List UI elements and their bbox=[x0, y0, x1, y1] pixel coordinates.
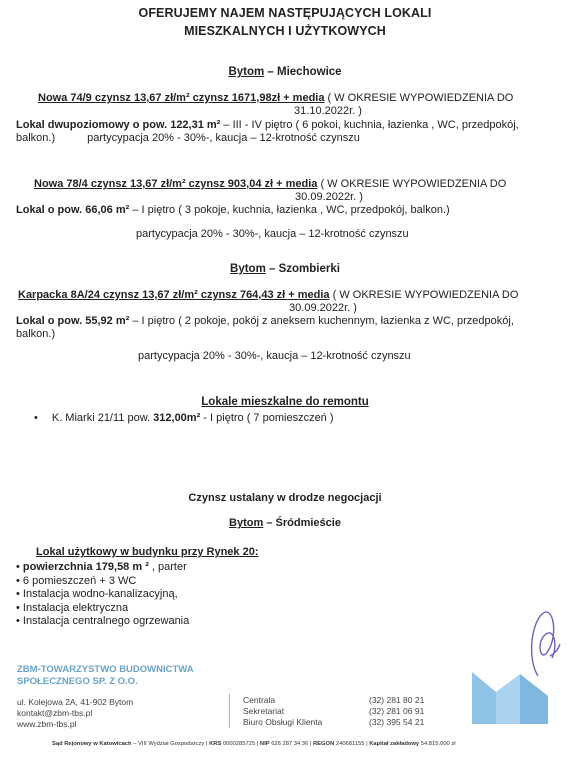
title-line-1: OFERUJEMY NAJEM NASTĘPUJĄCYCH LOKALI bbox=[138, 6, 432, 20]
company-address: ul. Kolejowa 2A, 41-902 Bytom bbox=[17, 697, 134, 707]
list-item-renovation bbox=[34, 412, 334, 425]
contact-phone: (32) 395 54 21 bbox=[369, 717, 425, 727]
footer-divider bbox=[229, 694, 230, 728]
company-address-block bbox=[17, 697, 133, 730]
company-logo-icon bbox=[470, 666, 550, 728]
offer-description bbox=[16, 119, 556, 145]
heading-city: Bytom bbox=[228, 66, 265, 78]
regon-value: 240681155 | bbox=[334, 741, 370, 747]
offer-area: Lokal o pow. 55,92 m² bbox=[16, 315, 130, 327]
nip-value: 626 287 34 36 | bbox=[269, 741, 313, 747]
title-line-2: MIESZKALNYCH I UŻYTKOWYCH bbox=[184, 24, 386, 38]
contact-label: Centrala bbox=[243, 695, 276, 705]
offer-notice: ( W OKRESIE WYPOWIEDZENIA DO bbox=[324, 92, 514, 104]
offer-address: Nowa 78/4 czynsz 13,67 zł/m² czynsz 903,04 zł + media bbox=[34, 178, 318, 190]
offer-details: – I piętro ( 3 pokoje, kuchnia, łazienka , WC, przedpokój, balkon.) bbox=[129, 204, 450, 216]
legal-info bbox=[52, 741, 456, 747]
item-area: 312,00m² bbox=[153, 412, 201, 424]
contact-label: Sekretariat bbox=[243, 706, 285, 716]
item-text: Instalacja centralnego ogrzewania bbox=[22, 615, 190, 627]
offer-details-cont: balkon.) bbox=[16, 132, 56, 144]
list-item: • 6 pomieszczeń + 3 WC bbox=[16, 574, 137, 587]
offer-area: Lokal dwupoziomowy o pow. 122,31 m² bbox=[16, 119, 221, 131]
offer-notice-date: 30.09.2022r. ) bbox=[295, 191, 363, 203]
offer-terms: partycypacja 20% - 30%-, kaucja – 12-krotność czynszu bbox=[87, 132, 360, 144]
capital-label: Kapitał zakładowy bbox=[369, 741, 420, 747]
contact-phones bbox=[369, 695, 424, 728]
offer-address: Nowa 74/9 czynsz 13,67 zł/m² czynsz 1671,98zł + media bbox=[38, 92, 325, 104]
section-heading-srodmiescie bbox=[0, 517, 570, 529]
heading-city: Bytom bbox=[230, 263, 266, 275]
offer-address: Karpacka 8A/24 czynsz 13,67 zł/m² czynsz 764,43 zł + media bbox=[18, 289, 330, 301]
heading-city: Bytom bbox=[229, 517, 264, 529]
item-text: K. Miarki 21/11 pow. bbox=[51, 412, 154, 424]
offer-details: – III - IV piętro ( 6 pokoi, kuchnia, łazienka , WC, przedpokój, bbox=[220, 119, 519, 131]
offer-area: Lokal o pow. 66,06 m² bbox=[16, 204, 130, 216]
company-name-line-1: ZBM-TOWARZYSTWO BUDOWNICTWA bbox=[17, 664, 194, 675]
offer-karpacka-8a-24 bbox=[18, 289, 558, 315]
section-heading-szombierki bbox=[0, 263, 570, 275]
item-details: - I piętro ( 7 pomieszczeń ) bbox=[200, 412, 334, 424]
legal-court: Sąd Rejonowy w Katowicach bbox=[52, 741, 132, 747]
company-email[interactable]: kontakt@zbm-tbs.pl bbox=[17, 708, 93, 718]
list-item: • powierzchnia 179,58 m ² , parter bbox=[16, 561, 187, 573]
offer-terms: partycypacja 20% - 30%-, kaucja – 12-krotność czynszu bbox=[138, 350, 411, 362]
krs-label: KRS bbox=[209, 741, 222, 747]
contact-phone: (32) 281 80 21 bbox=[369, 695, 425, 705]
offer-details: – I piętro ( 2 pokoje, pokój z aneksem kuchennym, łazienka z WC, przedpokój, bbox=[129, 315, 514, 327]
negotiation-note: Czynsz ustalany w drodze negocjacji bbox=[188, 492, 382, 504]
list-item: • Instalacja centralnego ogrzewania bbox=[16, 615, 190, 627]
item-text: , parter bbox=[148, 561, 187, 573]
offer-notice: ( W OKRESIE WYPOWIEDZENIA DO bbox=[317, 178, 507, 190]
company-website[interactable]: www.zbm-tbs.pl bbox=[17, 719, 77, 729]
offer-notice-date: 30.09.2022r. ) bbox=[289, 302, 357, 314]
contact-phone: (32) 281 06 91 bbox=[369, 706, 425, 716]
item-text: Instalacja wodno-kanalizacyjną, bbox=[22, 588, 178, 600]
company-name-line-2: SPOŁECZNEGO SP. Z O.O. bbox=[17, 676, 138, 687]
page-title bbox=[0, 6, 570, 38]
offer-nowa-78-4 bbox=[34, 178, 554, 204]
item-text: 6 pomieszczeń + 3 WC bbox=[22, 574, 137, 587]
section-heading-renovation: Lokale mieszkalne do remontu bbox=[201, 396, 369, 408]
contact-labels bbox=[243, 695, 322, 728]
offer-notice: ( W OKRESIE WYPOWIEDZENIA DO bbox=[329, 289, 519, 301]
offer-nowa-74-9 bbox=[38, 92, 558, 118]
capital-value: 54.815.000 zł bbox=[419, 741, 456, 747]
heading-district: – Miechowice bbox=[264, 66, 342, 78]
contact-label: Biuro Obsługi Klienta bbox=[243, 717, 323, 727]
commercial-features-list bbox=[16, 561, 189, 629]
company-name bbox=[17, 664, 194, 688]
commercial-heading: Lokal użytkowy w budynku przy Rynek 20: bbox=[36, 546, 259, 558]
heading-district: – Śródmieście bbox=[263, 517, 341, 529]
heading-district: – Szombierki bbox=[265, 263, 340, 275]
list-item: • Instalacja wodno-kanalizacyjną, bbox=[16, 588, 178, 600]
list-item: • Instalacja elektryczna bbox=[16, 601, 129, 614]
offer-terms: partycypacja 20% - 30%-, kaucja – 12-krotność czynszu bbox=[136, 228, 409, 240]
krs-value: 0000285725 | bbox=[221, 741, 260, 747]
offer-details-cont: balkon.) bbox=[16, 328, 56, 340]
section-heading-miechowice bbox=[0, 66, 570, 78]
offer-description bbox=[16, 204, 556, 217]
item-text: Instalacja elektryczna bbox=[22, 601, 129, 614]
offer-description bbox=[16, 315, 561, 341]
item-bold: powierzchnia 179,58 m ² bbox=[22, 561, 149, 573]
bullet-icon: • bbox=[34, 412, 38, 424]
offer-notice-date: 31.10.2022r. ) bbox=[294, 105, 362, 117]
regon-label: REGON bbox=[313, 741, 335, 747]
legal-court-rest: – VIII Wydział Gospodarczy | bbox=[131, 741, 210, 747]
nip-label: NIP bbox=[259, 741, 270, 747]
